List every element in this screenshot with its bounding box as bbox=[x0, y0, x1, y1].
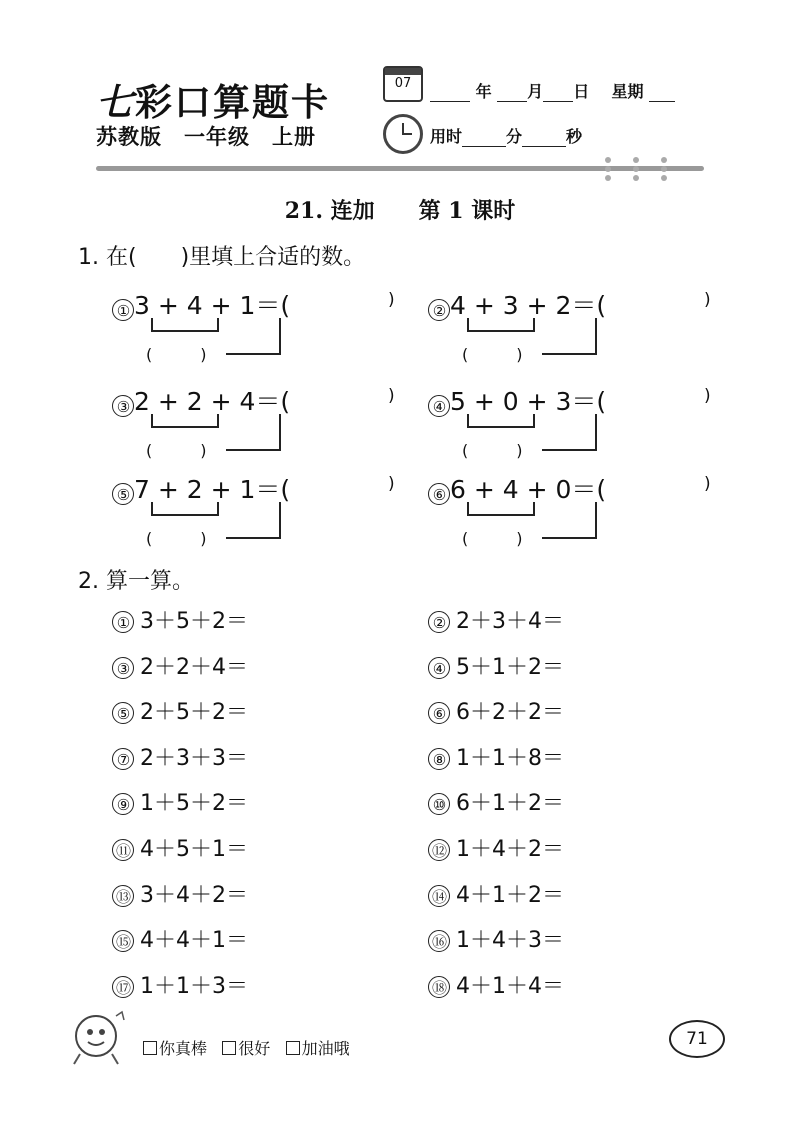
problem-expression: 6＋1＋2＝ bbox=[456, 791, 564, 816]
minutes-blank[interactable] bbox=[462, 130, 506, 147]
calc-problem bbox=[112, 969, 298, 1000]
calc-problem bbox=[112, 695, 298, 726]
problem-expression: 1＋1＋8＝ bbox=[456, 746, 564, 771]
problem-number: ⑯ bbox=[428, 930, 450, 952]
problem-number: ③ bbox=[112, 657, 134, 679]
answer-blank[interactable] bbox=[248, 930, 298, 952]
checkbox-icon[interactable] bbox=[143, 1041, 157, 1055]
problem-number: ⑥ bbox=[428, 702, 450, 724]
problem-expression: 3 + 4 + 1＝( bbox=[134, 291, 291, 320]
intermediate-paren: ( ) bbox=[146, 345, 207, 364]
problem-number: ⑩ bbox=[428, 793, 450, 815]
intermediate-blank[interactable] bbox=[154, 340, 220, 362]
problem-expression: 6 + 4 + 0＝( bbox=[450, 475, 607, 504]
bracket-problem bbox=[112, 382, 412, 462]
answer-blank[interactable] bbox=[564, 976, 614, 998]
lesson-title: 21. 连加 第 1 课时 bbox=[284, 198, 516, 224]
problem-expression: 1＋5＋2＝ bbox=[140, 791, 248, 816]
problem-number: ⑬ bbox=[112, 885, 134, 907]
intermediate-blank[interactable] bbox=[154, 524, 220, 546]
bracket-problem bbox=[428, 382, 728, 462]
problem-expression: 2＋2＋4＝ bbox=[140, 655, 248, 680]
calc-problem bbox=[112, 878, 298, 909]
problem-expression: 1＋1＋3＝ bbox=[140, 974, 248, 999]
bracket-problem bbox=[428, 286, 728, 366]
month-blank[interactable] bbox=[497, 85, 527, 102]
header-divider bbox=[96, 166, 704, 171]
problem-expression: 4＋4＋1＝ bbox=[140, 928, 248, 953]
calc-problem bbox=[428, 923, 614, 954]
answer-blank[interactable] bbox=[564, 839, 614, 861]
calc-problem bbox=[112, 786, 298, 817]
rating-option-good[interactable]: 很好 bbox=[222, 1039, 270, 1058]
clock-icon bbox=[383, 114, 423, 154]
day-blank[interactable] bbox=[543, 85, 573, 102]
date-line bbox=[430, 79, 675, 102]
divider-knob bbox=[605, 157, 611, 181]
answer-blank[interactable] bbox=[248, 976, 298, 998]
minutes-label: 分 bbox=[506, 127, 523, 146]
problem-number: ⑧ bbox=[428, 748, 450, 770]
calc-problem bbox=[428, 695, 614, 726]
calc-problem bbox=[428, 969, 614, 1000]
divider-knob bbox=[661, 157, 667, 181]
brand-title bbox=[96, 72, 330, 126]
rating-option-keep-going[interactable]: 加油哦 bbox=[286, 1039, 350, 1058]
answer-blank[interactable] bbox=[248, 748, 298, 770]
answer-blank[interactable] bbox=[248, 839, 298, 861]
page-number: 71 bbox=[669, 1020, 725, 1058]
problem-number: ⑮ bbox=[112, 930, 134, 952]
calc-problem bbox=[112, 604, 298, 635]
calc-problem bbox=[112, 923, 298, 954]
problem-expression: 2＋5＋2＝ bbox=[140, 700, 248, 725]
answer-paren-close: ) bbox=[388, 386, 395, 406]
month-label: 月 bbox=[527, 82, 544, 101]
problem-number: ② bbox=[428, 299, 450, 321]
intermediate-paren: ( ) bbox=[462, 441, 523, 460]
problem-expression: 3＋4＋2＝ bbox=[140, 883, 248, 908]
problem-number: ⑫ bbox=[428, 839, 450, 861]
answer-paren-close: ) bbox=[704, 474, 711, 494]
answer-blank[interactable] bbox=[248, 657, 298, 679]
checkbox-icon[interactable] bbox=[222, 1041, 236, 1055]
problem-expression: 2＋3＋4＝ bbox=[456, 609, 564, 634]
problem-expression: 1＋4＋3＝ bbox=[456, 928, 564, 953]
problem-number: ⑤ bbox=[112, 702, 134, 724]
problem-number: ⑭ bbox=[428, 885, 450, 907]
problem-expression: 4＋1＋2＝ bbox=[456, 883, 564, 908]
calc-problem bbox=[428, 741, 614, 772]
problem-expression: 7 + 2 + 1＝( bbox=[134, 475, 291, 504]
divider-knob bbox=[633, 157, 639, 181]
week-label: 星期 bbox=[611, 82, 644, 101]
bracket-problem bbox=[428, 470, 728, 550]
problem-number: ① bbox=[112, 299, 134, 321]
intermediate-blank[interactable] bbox=[470, 524, 536, 546]
answer-paren-close: ) bbox=[388, 290, 395, 310]
answer-blank[interactable] bbox=[248, 885, 298, 907]
year-blank[interactable] bbox=[430, 85, 470, 102]
problem-number: ⑰ bbox=[112, 976, 134, 998]
calc-problem bbox=[428, 878, 614, 909]
calendar-icon bbox=[383, 66, 423, 102]
calc-problem bbox=[428, 832, 614, 863]
time-used-label: 用时 bbox=[430, 127, 463, 146]
rating-option-great[interactable]: 你真棒 bbox=[143, 1039, 207, 1058]
problem-number: ⑨ bbox=[112, 793, 134, 815]
brand-first-char: 七 bbox=[96, 80, 135, 124]
brand-rest: 彩口算题卡 bbox=[135, 80, 330, 124]
bracket-problem bbox=[112, 470, 412, 550]
rating-options bbox=[143, 1036, 350, 1059]
problem-number: ④ bbox=[428, 657, 450, 679]
answer-blank[interactable] bbox=[248, 702, 298, 724]
problem-expression: 4＋5＋1＝ bbox=[140, 837, 248, 862]
edition-label: 苏教版 一年级 上册 bbox=[96, 125, 316, 149]
day-label: 日 bbox=[573, 82, 590, 101]
year-label: 年 bbox=[475, 82, 492, 101]
problem-number: ⑱ bbox=[428, 976, 450, 998]
seconds-blank[interactable] bbox=[522, 130, 566, 147]
problem-number: ⑤ bbox=[112, 483, 134, 505]
answer-blank[interactable] bbox=[564, 611, 614, 633]
section1-title: 1. 在( )里填上合适的数。 bbox=[78, 245, 366, 270]
checkbox-icon[interactable] bbox=[286, 1041, 300, 1055]
problem-expression: 2＋3＋3＝ bbox=[140, 746, 248, 771]
problem-number: ⑥ bbox=[428, 483, 450, 505]
answer-blank[interactable] bbox=[248, 793, 298, 815]
calendar-number: 07 bbox=[394, 76, 412, 91]
answer-blank[interactable] bbox=[564, 657, 614, 679]
problem-expression: 3＋5＋2＝ bbox=[140, 609, 248, 634]
time-line bbox=[430, 124, 582, 147]
bracket-problem bbox=[112, 286, 412, 366]
problem-number: ⑪ bbox=[112, 839, 134, 861]
intermediate-blank[interactable] bbox=[470, 340, 536, 362]
problem-expression: 5＋1＋2＝ bbox=[456, 655, 564, 680]
answer-blank[interactable] bbox=[564, 885, 614, 907]
problem-expression: 5 + 0 + 3＝( bbox=[450, 387, 607, 416]
intermediate-paren: ( ) bbox=[146, 441, 207, 460]
mascot-icon bbox=[66, 1008, 136, 1068]
answer-paren-close: ) bbox=[388, 474, 395, 494]
calc-problem bbox=[428, 604, 614, 635]
intermediate-paren: ( ) bbox=[462, 345, 523, 364]
intermediate-blank[interactable] bbox=[154, 436, 220, 458]
problem-number: ③ bbox=[112, 395, 134, 417]
problem-expression: 1＋4＋2＝ bbox=[456, 837, 564, 862]
calc-problem bbox=[112, 741, 298, 772]
problem-number: ② bbox=[428, 611, 450, 633]
problem-expression: 2 + 2 + 4＝( bbox=[134, 387, 291, 416]
calc-problem bbox=[428, 786, 614, 817]
problem-expression: 4＋1＋4＝ bbox=[456, 974, 564, 999]
problem-expression: 6＋2＋2＝ bbox=[456, 700, 564, 725]
intermediate-blank[interactable] bbox=[470, 436, 536, 458]
calc-problem bbox=[112, 832, 298, 863]
calc-problem bbox=[112, 650, 298, 681]
answer-paren-close: ) bbox=[704, 386, 711, 406]
problem-number: ⑦ bbox=[112, 748, 134, 770]
week-blank[interactable] bbox=[649, 85, 675, 102]
answer-paren-close: ) bbox=[704, 290, 711, 310]
answer-blank[interactable] bbox=[564, 930, 614, 952]
problem-number: ① bbox=[112, 611, 134, 633]
answer-blank[interactable] bbox=[248, 611, 298, 633]
seconds-label: 秒 bbox=[566, 127, 583, 146]
answer-blank[interactable] bbox=[564, 793, 614, 815]
intermediate-paren: ( ) bbox=[462, 529, 523, 548]
calc-problem bbox=[428, 650, 614, 681]
answer-blank[interactable] bbox=[564, 748, 614, 770]
problem-expression: 4 + 3 + 2＝( bbox=[450, 291, 607, 320]
intermediate-paren: ( ) bbox=[146, 529, 207, 548]
problem-number: ④ bbox=[428, 395, 450, 417]
answer-blank[interactable] bbox=[564, 702, 614, 724]
section2-title: 2. 算一算。 bbox=[78, 569, 194, 594]
